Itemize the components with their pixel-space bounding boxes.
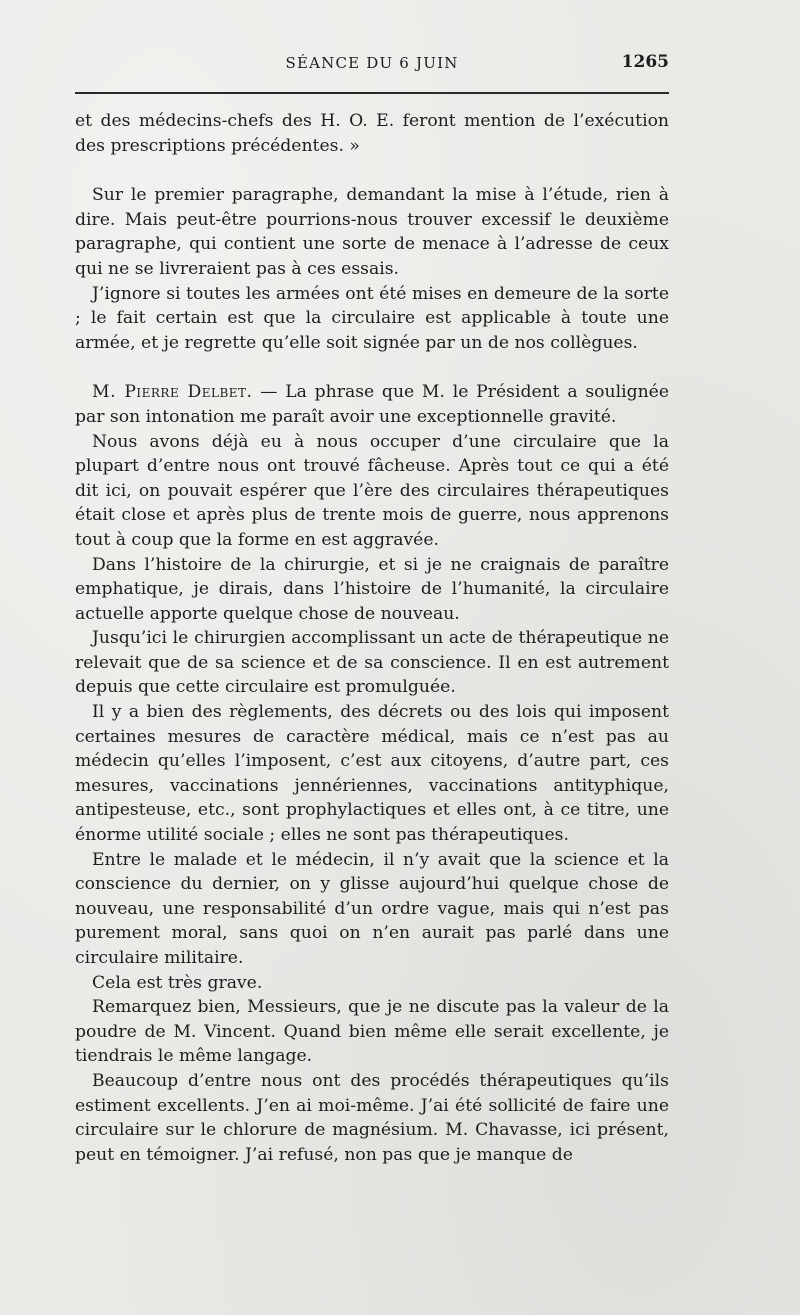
body-text: [75, 109, 669, 1167]
paragraph-3: J’ignore si toutes les armées ont été mises en demeure de la sorte ; le fait certain est que la circulaire est applicable à toute une armée, et je regrette qu’elle soit signée par un de nos collègues.: [75, 283, 669, 353]
paragraph-8: Il y a bien des règlements, des décrets ou des lois qui imposent certaines mesures de caractère médical, mais ce n’est pas au médecin qu’elles l’imposent, c’est aux citoyens, d’autre part, ces mesures, vaccinations jennériennes, vaccinations antityphique, antipesteuse, etc., sont prophylactiques et elles ont, à ce titre, une énorme utilité sociale ; elles ne sont pas thérapeutiques.: [75, 702, 669, 846]
paragraph-gap: [75, 158, 669, 183]
paragraph-12: Beaucoup d’entre nous ont des procédés thérapeutiques qu’ils estiment excellents. J’en ai moi-même. J’ai été sollicité de faire une circulaire sur le chlorure de magnésium. M. Chavasse, ici présent, peut en témoigner. J’ai refusé, non pas que je manque de: [75, 1070, 669, 1165]
paragraph-9: Entre le malade et le médecin, il n’y avait que la science et la conscience du dernier, on y glisse aujourd’hui quelque chose de nouveau, une responsabilité d’un ordre vague, mais qui n’est pas purement moral, sans quoi on n’en aurait pas parlé dans une circulaire militaire.: [75, 849, 669, 968]
paragraph-6: Dans l’histoire de la chirurgie, et si je ne craignais de paraître emphatique, je dirais, dans l’histoire de l’humanité, la circulaire actuelle apporte quelque chose de nouveau.: [75, 554, 669, 624]
page-number: 1265: [621, 52, 669, 72]
paragraph-2: Sur le premier paragraphe, demandant la mise à l’étude, rien à dire. Mais peut-être pourrions-nous trouver excessif le deuxième paragraphe, qui contient une sorte de menace à l’adresse de ceux qui ne se livreraient pas à ces essais.: [75, 185, 669, 279]
paragraph-11: Remarquez bien, Messieurs, que je ne discute pas la valeur de la poudre de M. Vincent. Quand bien même elle serait excellente, je tiendrais le même langage.: [75, 997, 669, 1067]
paragraph-1: et des médecins-chefs des H. O. E. feront mention de l’exécution des prescriptions précédentes. »: [75, 111, 669, 156]
header-rule: [75, 92, 669, 94]
speaker-name: M. Pierre Delbet.: [92, 382, 253, 403]
paragraph-4: [75, 380, 669, 429]
paragraph-10: Cela est très grave.: [92, 972, 263, 993]
running-title: SÉANCE DU 6 JUIN: [285, 54, 459, 72]
paragraph-7: Jusqu’ici le chirurgien accomplissant un acte de thérapeutique ne relevait que de sa science et de sa conscience. Il en est autrement depuis que cette circulaire est promulguée.: [75, 628, 669, 698]
page-header: [75, 52, 669, 78]
paragraph-4-text: — La phrase que M. le Président a soulignée par son intonation me paraît avoir une exceptionnelle gravité.: [75, 382, 669, 427]
paragraph-5: Nous avons déjà eu à nous occuper d’une circulaire que la plupart d’entre nous ont trouvé fâcheuse. Après tout ce qui a été dit ici, on pouvait espérer que l’ère des circulaires thérapeutiques était close et après plus de trente mois de guerre, nous apprenons tout à coup que la forme en est aggravée.: [75, 431, 669, 550]
paragraph-gap: [75, 355, 669, 380]
